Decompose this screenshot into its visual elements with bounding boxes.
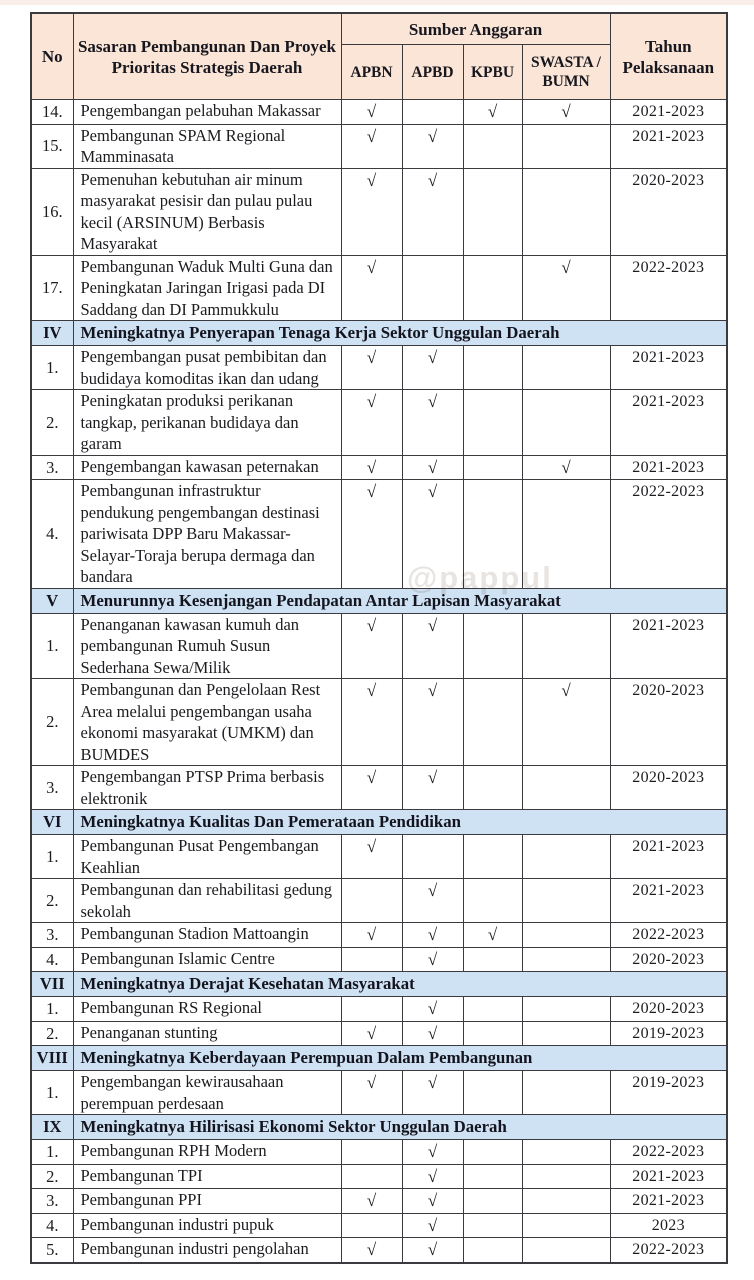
check-swasta-bumn: √ bbox=[522, 679, 610, 766]
check-kpbu bbox=[463, 613, 522, 679]
tahun-value: 2019-2023 bbox=[610, 1021, 727, 1046]
check-apbn: √ bbox=[341, 679, 402, 766]
check-apbd: √ bbox=[402, 455, 463, 480]
check-swasta-bumn bbox=[522, 480, 610, 589]
table-row bbox=[31, 1021, 727, 1046]
check-apbd: √ bbox=[402, 879, 463, 923]
tahun-value: 2020-2023 bbox=[610, 947, 727, 972]
section-number: IV bbox=[31, 321, 73, 346]
check-kpbu bbox=[463, 455, 522, 480]
check-apbn: √ bbox=[341, 1238, 402, 1263]
table-row bbox=[31, 1164, 727, 1189]
section-row bbox=[31, 1046, 727, 1071]
section-row bbox=[31, 588, 727, 613]
check-swasta-bumn: √ bbox=[522, 100, 610, 125]
row-number: 3. bbox=[31, 455, 73, 480]
project-name: Pembangunan infrastruktur pendukung pengembangan destinasi pariwisata DPP Baru Makassar-Selayar-Toraja berupa dermaga dan bandara bbox=[73, 480, 341, 589]
section-title: Meningkatnya Keberdayaan Perempuan Dalam Pembangunan bbox=[73, 1046, 727, 1071]
project-name: Pembangunan dan Pengelolaan Rest Area melalui pengembangan usaha ekonomi masyarakat (UMKM) dan BUMDES bbox=[73, 679, 341, 766]
check-apbn: √ bbox=[341, 168, 402, 255]
table-row bbox=[31, 1140, 727, 1165]
row-number: 3. bbox=[31, 1189, 73, 1214]
project-name: Pembangunan RPH Modern bbox=[73, 1140, 341, 1165]
project-name: Pembangunan dan rehabilitasi gedung sekolah bbox=[73, 879, 341, 923]
section-title: Menurunnya Kesenjangan Pendapatan Antar Lapisan Masyarakat bbox=[73, 588, 727, 613]
row-number: 2. bbox=[31, 390, 73, 456]
check-apbd: √ bbox=[402, 1071, 463, 1115]
check-swasta-bumn bbox=[522, 835, 610, 879]
check-kpbu bbox=[463, 835, 522, 879]
tahun-value: 2021-2023 bbox=[610, 835, 727, 879]
check-apbd: √ bbox=[402, 1140, 463, 1165]
section-row bbox=[31, 321, 727, 346]
priority-projects-table bbox=[30, 12, 728, 1264]
check-kpbu bbox=[463, 1021, 522, 1046]
row-number: 2. bbox=[31, 679, 73, 766]
check-swasta-bumn bbox=[522, 997, 610, 1022]
check-apbd: √ bbox=[402, 613, 463, 679]
check-kpbu bbox=[463, 879, 522, 923]
section-title: Meningkatnya Derajat Kesehatan Masyarakat bbox=[73, 972, 727, 997]
check-apbd bbox=[402, 255, 463, 321]
row-number: 1. bbox=[31, 346, 73, 390]
check-swasta-bumn bbox=[522, 346, 610, 390]
project-name: Pembangunan PPI bbox=[73, 1189, 341, 1214]
row-number: 1. bbox=[31, 997, 73, 1022]
column-header-sumber-anggaran: Sumber Anggaran bbox=[341, 13, 610, 45]
project-name: Pembangunan Stadion Mattoangin bbox=[73, 923, 341, 948]
tahun-value: 2022-2023 bbox=[610, 255, 727, 321]
check-apbn bbox=[341, 997, 402, 1022]
check-swasta-bumn bbox=[522, 879, 610, 923]
table-row bbox=[31, 947, 727, 972]
row-number: 4. bbox=[31, 947, 73, 972]
row-number: 3. bbox=[31, 766, 73, 810]
tahun-value: 2022-2023 bbox=[610, 1140, 727, 1165]
table-row bbox=[31, 480, 727, 589]
check-swasta-bumn: √ bbox=[522, 255, 610, 321]
project-name: Pembangunan RS Regional bbox=[73, 997, 341, 1022]
check-apbd: √ bbox=[402, 124, 463, 168]
check-apbn bbox=[341, 1213, 402, 1238]
tahun-value: 2022-2023 bbox=[610, 1238, 727, 1263]
column-header-tahun-pelaksanaan: Tahun Pelaksanaan bbox=[610, 13, 727, 100]
table-row bbox=[31, 455, 727, 480]
check-swasta-bumn bbox=[522, 168, 610, 255]
table-row bbox=[31, 1189, 727, 1214]
check-apbd: √ bbox=[402, 480, 463, 589]
check-kpbu bbox=[463, 679, 522, 766]
row-number: 1. bbox=[31, 1071, 73, 1115]
row-number: 4. bbox=[31, 1213, 73, 1238]
table-row bbox=[31, 346, 727, 390]
section-row bbox=[31, 1115, 727, 1140]
row-number: 16. bbox=[31, 168, 73, 255]
tahun-value: 2019-2023 bbox=[610, 1071, 727, 1115]
tahun-value: 2021-2023 bbox=[610, 455, 727, 480]
check-apbn: √ bbox=[341, 1189, 402, 1214]
tahun-value: 2020-2023 bbox=[610, 168, 727, 255]
table-row bbox=[31, 613, 727, 679]
section-number: VII bbox=[31, 972, 73, 997]
check-apbd: √ bbox=[402, 1021, 463, 1046]
check-swasta-bumn bbox=[522, 124, 610, 168]
check-apbd: √ bbox=[402, 923, 463, 948]
tahun-value: 2020-2023 bbox=[610, 679, 727, 766]
check-swasta-bumn bbox=[522, 1213, 610, 1238]
project-name: Penanganan stunting bbox=[73, 1021, 341, 1046]
check-swasta-bumn bbox=[522, 390, 610, 456]
project-name: Penanganan kawasan kumuh dan pembangunan Rumuh Susun Sederhana Sewa/Milik bbox=[73, 613, 341, 679]
check-kpbu bbox=[463, 480, 522, 589]
section-number: VIII bbox=[31, 1046, 73, 1071]
row-number: 4. bbox=[31, 480, 73, 589]
row-number: 3. bbox=[31, 923, 73, 948]
table-row bbox=[31, 124, 727, 168]
project-name: Pembangunan SPAM Regional Mamminasata bbox=[73, 124, 341, 168]
check-swasta-bumn bbox=[522, 923, 610, 948]
row-number: 2. bbox=[31, 1021, 73, 1046]
table-row bbox=[31, 879, 727, 923]
check-apbn: √ bbox=[341, 923, 402, 948]
check-swasta-bumn bbox=[522, 766, 610, 810]
section-number: V bbox=[31, 588, 73, 613]
check-kpbu bbox=[463, 1164, 522, 1189]
check-swasta-bumn bbox=[522, 1189, 610, 1214]
check-kpbu bbox=[463, 168, 522, 255]
check-apbn bbox=[341, 947, 402, 972]
section-title: Meningkatnya Kualitas Dan Pemerataan Pendidikan bbox=[73, 810, 727, 835]
tahun-value: 2023 bbox=[610, 1213, 727, 1238]
project-name: Pembangunan Islamic Centre bbox=[73, 947, 341, 972]
check-apbn bbox=[341, 879, 402, 923]
check-apbn: √ bbox=[341, 1021, 402, 1046]
check-kpbu bbox=[463, 766, 522, 810]
check-apbn: √ bbox=[341, 455, 402, 480]
check-kpbu bbox=[463, 1140, 522, 1165]
tahun-value: 2021-2023 bbox=[610, 1164, 727, 1189]
check-apbd: √ bbox=[402, 766, 463, 810]
check-kpbu bbox=[463, 124, 522, 168]
check-apbd: √ bbox=[402, 1238, 463, 1263]
check-swasta-bumn: √ bbox=[522, 455, 610, 480]
check-swasta-bumn bbox=[522, 1140, 610, 1165]
project-name: Pembangunan industri pengolahan bbox=[73, 1238, 341, 1263]
column-header-sasaran: Sasaran Pembangunan Dan Proyek Prioritas Strategis Daerah bbox=[73, 13, 341, 100]
check-swasta-bumn bbox=[522, 613, 610, 679]
row-number: 15. bbox=[31, 124, 73, 168]
tahun-value: 2021-2023 bbox=[610, 390, 727, 456]
check-apbd: √ bbox=[402, 1213, 463, 1238]
section-title: Meningkatnya Hilirisasi Ekonomi Sektor Unggulan Daerah bbox=[73, 1115, 727, 1140]
check-apbd: √ bbox=[402, 390, 463, 456]
check-apbn: √ bbox=[341, 124, 402, 168]
check-apbd: √ bbox=[402, 168, 463, 255]
tahun-value: 2021-2023 bbox=[610, 346, 727, 390]
row-number: 2. bbox=[31, 1164, 73, 1189]
check-swasta-bumn bbox=[522, 947, 610, 972]
check-apbn: √ bbox=[341, 613, 402, 679]
row-number: 1. bbox=[31, 835, 73, 879]
check-apbn: √ bbox=[341, 255, 402, 321]
check-kpbu bbox=[463, 346, 522, 390]
project-name: Pengembangan pusat pembibitan dan budidaya komoditas ikan dan udang bbox=[73, 346, 341, 390]
project-name: Pengembangan kawasan peternakan bbox=[73, 455, 341, 480]
check-apbn: √ bbox=[341, 480, 402, 589]
table-row bbox=[31, 679, 727, 766]
check-apbn: √ bbox=[341, 346, 402, 390]
row-number: 5. bbox=[31, 1238, 73, 1263]
table-row bbox=[31, 1238, 727, 1263]
check-apbn: √ bbox=[341, 100, 402, 125]
check-swasta-bumn bbox=[522, 1238, 610, 1263]
check-apbd bbox=[402, 835, 463, 879]
check-swasta-bumn bbox=[522, 1021, 610, 1046]
check-apbd: √ bbox=[402, 1164, 463, 1189]
tahun-value: 2021-2023 bbox=[610, 613, 727, 679]
section-row bbox=[31, 810, 727, 835]
tahun-value: 2021-2023 bbox=[610, 124, 727, 168]
table-row bbox=[31, 1071, 727, 1115]
tahun-value: 2022-2023 bbox=[610, 923, 727, 948]
check-kpbu bbox=[463, 255, 522, 321]
row-number: 17. bbox=[31, 255, 73, 321]
check-apbd bbox=[402, 100, 463, 125]
column-header-apbn: APBN bbox=[341, 45, 402, 100]
check-kpbu bbox=[463, 390, 522, 456]
check-swasta-bumn bbox=[522, 1071, 610, 1115]
check-swasta-bumn bbox=[522, 1164, 610, 1189]
tahun-value: 2021-2023 bbox=[610, 879, 727, 923]
table-row bbox=[31, 997, 727, 1022]
section-number: VI bbox=[31, 810, 73, 835]
table-row bbox=[31, 255, 727, 321]
table-body bbox=[31, 100, 727, 1263]
table-row bbox=[31, 100, 727, 125]
project-name: Pembangunan Waduk Multi Guna dan Peningkatan Jaringan Irigasi pada DI Saddang dan DI Pammukkulu bbox=[73, 255, 341, 321]
check-apbd: √ bbox=[402, 997, 463, 1022]
column-header-apbd: APBD bbox=[402, 45, 463, 100]
tahun-value: 2020-2023 bbox=[610, 997, 727, 1022]
check-kpbu: √ bbox=[463, 100, 522, 125]
check-kpbu bbox=[463, 1189, 522, 1214]
check-kpbu bbox=[463, 997, 522, 1022]
table-header bbox=[31, 13, 727, 100]
watermark: @pappul bbox=[407, 560, 553, 595]
section-row bbox=[31, 972, 727, 997]
check-kpbu bbox=[463, 1071, 522, 1115]
check-apbn: √ bbox=[341, 835, 402, 879]
check-apbd: √ bbox=[402, 346, 463, 390]
table-row bbox=[31, 1213, 727, 1238]
column-header-swasta-bumn: SWASTA / BUMN bbox=[522, 45, 610, 100]
check-kpbu bbox=[463, 947, 522, 972]
tahun-value: 2021-2023 bbox=[610, 100, 727, 125]
row-number: 2. bbox=[31, 879, 73, 923]
row-number: 14. bbox=[31, 100, 73, 125]
check-kpbu: √ bbox=[463, 923, 522, 948]
column-header-no: No bbox=[31, 13, 73, 100]
scan-edge-artifact bbox=[0, 0, 754, 5]
row-number: 1. bbox=[31, 1140, 73, 1165]
table-row bbox=[31, 390, 727, 456]
tahun-value: 2022-2023 bbox=[610, 480, 727, 589]
check-apbn: √ bbox=[341, 390, 402, 456]
check-apbn: √ bbox=[341, 766, 402, 810]
check-apbn: √ bbox=[341, 1071, 402, 1115]
project-name: Pengembangan pelabuhan Makassar bbox=[73, 100, 341, 125]
column-header-kpbu: KPBU bbox=[463, 45, 522, 100]
project-name: Pembangunan TPI bbox=[73, 1164, 341, 1189]
row-number: 1. bbox=[31, 613, 73, 679]
tahun-value: 2020-2023 bbox=[610, 766, 727, 810]
project-name: Pengembangan kewirausahaan perempuan perdesaan bbox=[73, 1071, 341, 1115]
section-title: Meningkatnya Penyerapan Tenaga Kerja Sektor Unggulan Daerah bbox=[73, 321, 727, 346]
table-row bbox=[31, 766, 727, 810]
check-apbn bbox=[341, 1164, 402, 1189]
check-apbd: √ bbox=[402, 1189, 463, 1214]
project-name: Pembangunan Pusat Pengembangan Keahlian bbox=[73, 835, 341, 879]
project-name: Pembangunan industri pupuk bbox=[73, 1213, 341, 1238]
table-row bbox=[31, 923, 727, 948]
check-kpbu bbox=[463, 1213, 522, 1238]
check-apbd: √ bbox=[402, 947, 463, 972]
tahun-value: 2021-2023 bbox=[610, 1189, 727, 1214]
table-row bbox=[31, 835, 727, 879]
project-name: Peningkatan produksi perikanan tangkap, perikanan budidaya dan garam bbox=[73, 390, 341, 456]
check-apbn bbox=[341, 1140, 402, 1165]
check-kpbu bbox=[463, 1238, 522, 1263]
table-row bbox=[31, 168, 727, 255]
section-number: IX bbox=[31, 1115, 73, 1140]
check-apbd: √ bbox=[402, 679, 463, 766]
project-name: Pengembangan PTSP Prima berbasis elektronik bbox=[73, 766, 341, 810]
project-name: Pemenuhan kebutuhan air minum masyarakat pesisir dan pulau pulau kecil (ARSINUM) Berbasis Masyarakat bbox=[73, 168, 341, 255]
